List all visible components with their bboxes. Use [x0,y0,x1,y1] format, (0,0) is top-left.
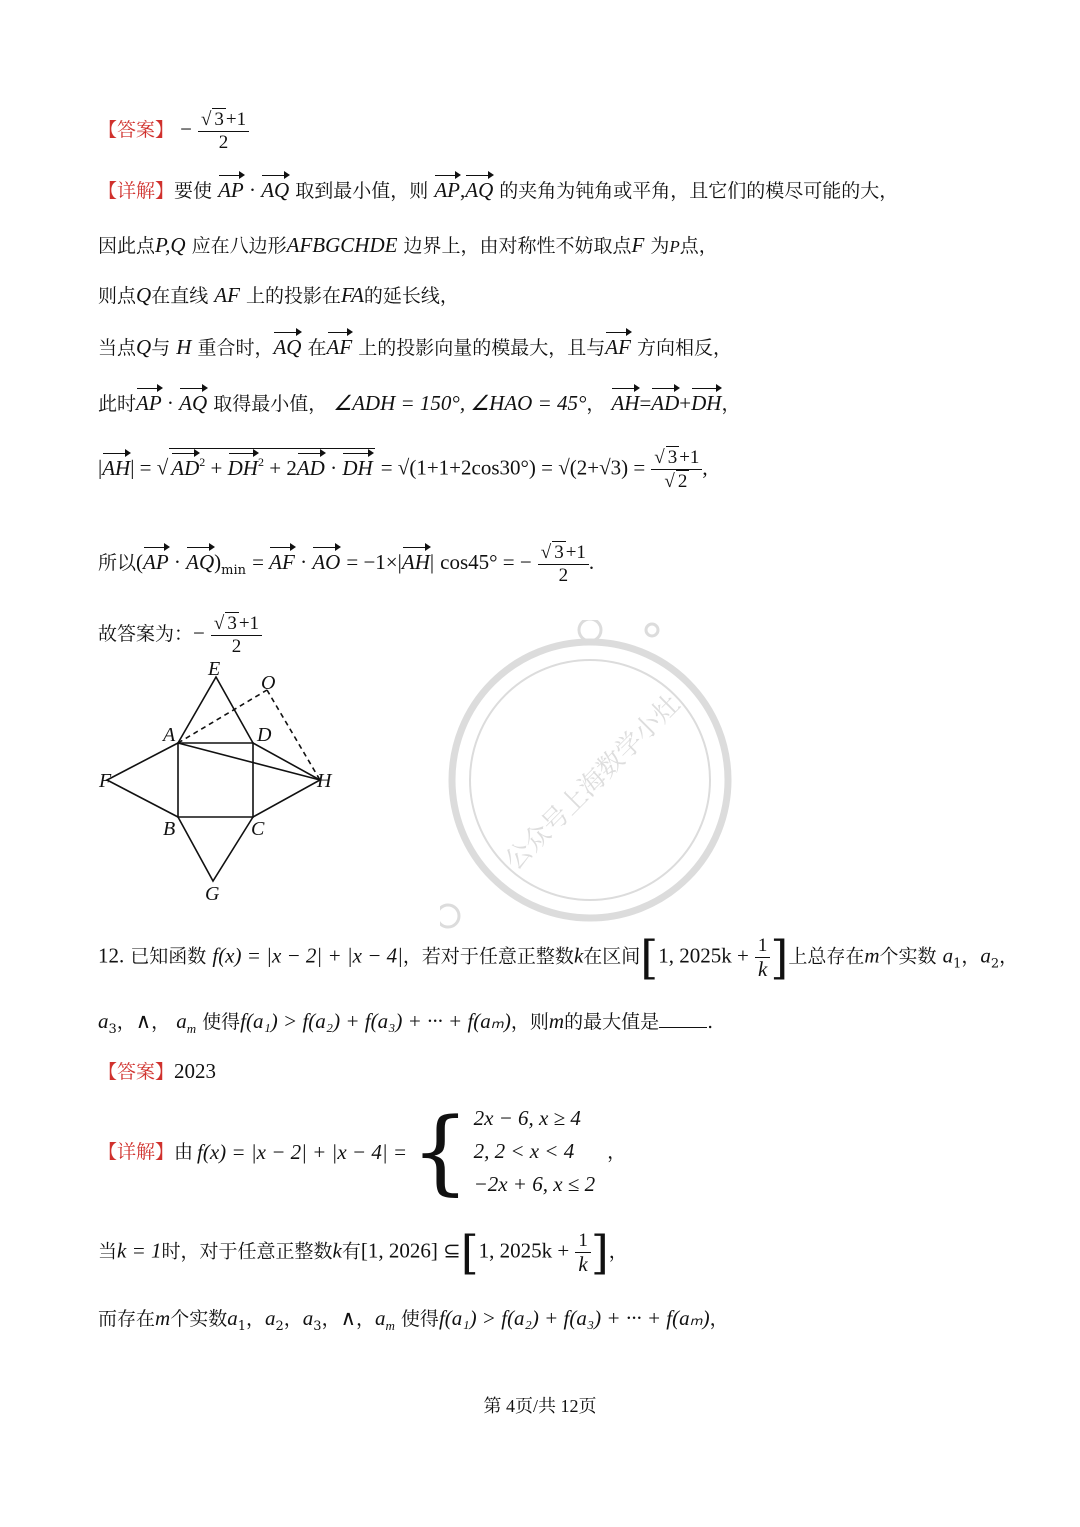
answer-label: 【答案】 [98,119,175,141]
line-a-o [178,690,267,743]
q12-detail-2: 当k = 1时，对于任意正整数k有[1, 2026] ⊆[1, 2025k + $\frac{1}{k}$ ]， [98,1225,628,1280]
triangle-e [178,677,253,743]
watermark-text: 公众号上海数学小灶 [499,689,687,877]
q12-line-2: $a_3$，∧， $a_m$ 使得f(a₁) > f(a₂) + f(a₃) + ··· + f(aₘ)，则m的最大值是 . [98,1009,714,1037]
detail-line-2: 因此点P,Q 应在八边形AFBGCHDE 边界上，由对称性不妨取点F 为P点， [98,233,718,257]
line-o-h [267,690,320,780]
detail-line-3: 则点Q在直线 AF 上的投影在FA的延长线， [98,283,459,307]
answer-value: 2023 [174,1059,217,1083]
line-ah [178,743,320,780]
detail-line-8: 故答案为：− $\frac{√ 3 +1}{2}$ [98,612,262,658]
label-g: G [205,883,220,905]
piecewise-cases: 2x − 6, x ≥ 4 2, 2 < x < 4 −2x + 6, x ≤ 2 [473,1106,596,1196]
label-d: D [257,724,272,746]
detail-line-7: 所以$(AP \cdot AQ)_{min}$ = AF · AO = −1×|AH| cos45° = − $\frac{√ 3 +1}{2}$ . [98,542,595,586]
label-h: H [317,770,332,792]
answer-fraction: $\frac{√ 3 +1}{2}$ [198,108,249,154]
triangle-h [253,743,320,817]
watermark [440,620,740,940]
ah-fraction: $\frac{√ 3 +1}{√ 2}$ [651,446,702,493]
q12-line-1: 12. 已知函数 f(x) = |x − 2| + |x − 4|，若对于任意正整数k在区间[1, 2025k + $\frac{1}{k}$ ]上总存在m个实数 $a_1$，$a_2$， [98,930,1019,985]
q12-answer: 【答案】2023 [98,1059,217,1083]
geometry-figure [95,655,355,910]
label-a: A [163,724,176,746]
label-c: C [251,818,265,840]
page-footer: 第 4页/共 12页 [483,1396,597,1416]
detail-line-1: 【详解】要使 AP · AQ 取到最小值，则 AP,AQ 的夹角为钝角或平角，且它们的模尽可能的大， [98,174,898,204]
detail-line-5: 此时AP · AQ 取得最小值， ∠ADH = 150°, ∠HAO = 45°， AH=AD+DH， [98,387,741,417]
label-o: O [261,672,276,694]
q12-detail-1: 【详解】 由 f(x) = |x − 2| + |x − 4| = { 2x − 6, x ≥ 4 2, 2 < x < 4 −2x + 6, x ≤ 2 ， [98,1097,627,1205]
triangle-g [178,817,253,881]
detail-label: 【详解】 [98,180,175,202]
detail-line-4: 当点Q与 H 重合时，AQ 在AF 上的投影向量的模最大，且与AF 方向相反， [98,331,732,361]
answer-blank [659,1009,707,1028]
q12-detail-3: 而存在m个实数$a_1$，$a_2$，$a_3$，∧，$a_m$ 使得f(a₁) > f(a₂) + f(a₃) + ··· + f(aₘ)， [98,1306,729,1334]
label-b: B [163,818,176,840]
square-abcd [178,743,253,817]
final-fraction: $\frac{√ 3 +1}{2}$ [211,612,262,658]
label-e: E [208,658,221,680]
q11-answer [98,108,249,154]
minus-sign: − [180,117,192,141]
min-fraction: $\frac{√ 3 +1}{2}$ [538,541,589,587]
detail-line-6: |AH| = √ $AD^2 + DH^2 + 2AD$ · DH = √(1+1+2cos30°) = √(2+√3) = $\frac{√ 3 +1}{√ 2}$ , [98,447,708,492]
triangle-f [107,743,178,817]
label-f: F [99,770,112,792]
